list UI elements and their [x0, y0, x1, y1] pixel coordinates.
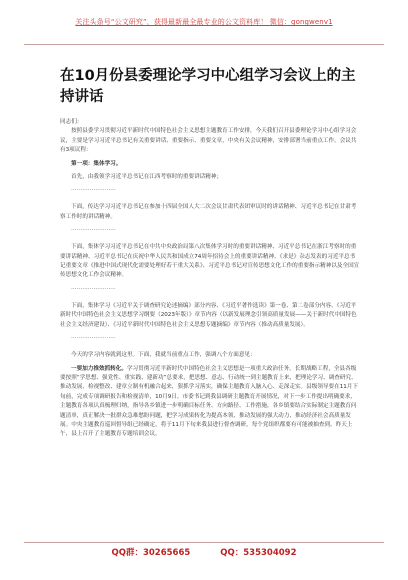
bottom-divider [24, 542, 384, 543]
paragraph-4: 下面，集体学习《习近平关于调查研究论述摘编》部分内容、《习近平著作选读》第一卷、第二卷部分内容、《习近平新时代中国特色社会主义思想学习纲要（2023年版）》章节内容（以新发展理念引领高质量发展——关于新时代中国特色社会主义经济建设）、《习近平新时代中国特色社会主义思想专题摘编》章节内容（推动高质量发展）。 [60, 302, 357, 328]
item1-heading: 第一项：集体学习。 [71, 160, 122, 167]
paragraph-2: 下面，传达学习习近平总书记在参加十四届全国人大二次会议甘肃代表团审议时的讲话精神、习近平总书记在甘肃考察工作时的讲话精神。 [60, 204, 357, 220]
top-divider [24, 44, 384, 45]
document-body [60, 66, 360, 440]
promo-banner [0, 0, 408, 44]
paragraph-6-text: 学习贯彻习近平新时代中国特色社会主义思想是一项重大政治任务，长期战略工程，全县各级要按照“学思想、强党性、重实践、建新功”总要求，把思想、意志、行动统一到主题教育上来，把理论学习、调查研究、推动发展、检视整改、建章立制有机融合起来，狠抓学习落实，确保主题教育入脑入心、走深走实。县级领导要在11月下旬前，完成专项调研报告和检视清单，10月9日，市委书记到我县调研主题教育开展情况，对下一步工作提出明确要求，主题教育各项认真梳理归纳，指导各乡镇进一步明确目标任务、方向路径、工作措施，各乡镇要结合实际制定主题教育问题清单，真正解决一批群众急难愁盼问题，把学习成果转化为提高本领、推动发展的强大动力，推动经济社会高质量发展。中央主题教育巡回督导组已经确定，将于11月下旬来我县进行督查调研，每个党组织都要有可能被抽查到。昨天上午，县上召开了主题教育专题培训会议， [60, 365, 358, 438]
salutation: 同志们： [60, 119, 83, 125]
ellipsis-4: …………………… [71, 334, 116, 341]
ellipsis-1: …………………… [71, 186, 116, 193]
paragraph-3: 下面，集体学习习近平总书记在中共中央政治局第八次集体学习时的重要讲话精神、习近平总书记在浙江考察时的重要讲话精神、习近平总书记在庆祝中华人民共和国成立74周年招待会上的重要讲话精神、《求是》杂志发表的习近平总书记重要文章《推进中国式现代化需要处理好若干重大关系》、习近平总书记对宣传思想文化工作的重要指示精神以及全国宣传思想文化工作会议精神。 [60, 244, 360, 279]
paragraph-5: 今天的学习内容就到这里。下面，我就当前重点工作，强调八个方面意见： [71, 352, 256, 359]
ellipsis-3: …………………… [71, 284, 116, 291]
footer-qq: QQ：535304092 [220, 548, 297, 558]
footer-qq-group: QQ群：30265665 [111, 548, 191, 558]
intro-paragraph: 按照县委学习贯彻习近平新时代中国特色社会主义思想主题教育工作安排，今天我们召开县委理论学习中心组学习会议，主要是学习习近平总书记有关重要讲话、重要指示、重要文章，中央有关会议精神，安排部署当前重点工作。会议共有3项议程： [60, 128, 357, 154]
ellipsis-2: …………………… [71, 226, 116, 233]
footer [0, 546, 408, 566]
paragraph-6-heading: 一要加力推效抓转化。 [71, 365, 127, 372]
paragraph-6 [60, 365, 360, 440]
promo-banner-link[interactable]: 关注头条号“公文研究”，获得最新最全最专业的公文资料库！ 微信：gongwenv1 [75, 18, 333, 26]
document-title: 在10月份县委理论学习中心组学习会议上的主持讲话 [60, 68, 356, 105]
item1-paragraph: 首先，由我领学习近平总书记在江西考察时的重要讲话精神； [71, 174, 223, 181]
